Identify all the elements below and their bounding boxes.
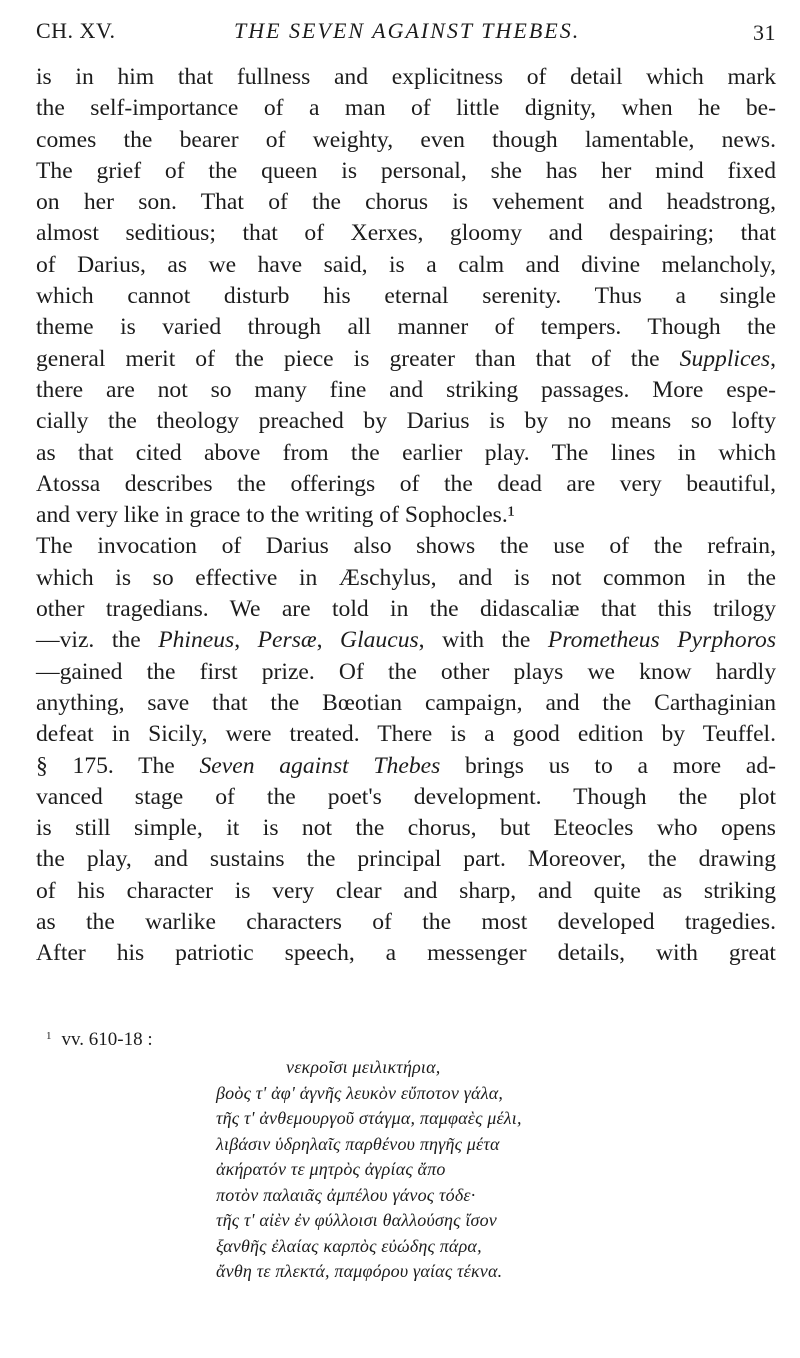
text-line: anything, save that the Bœotian campaign, and the Carthaginian [36, 689, 776, 716]
footnote [36, 1023, 776, 1285]
text-line: defeat in Sicily, were treated. There is a good edition by Teuffel. [36, 721, 776, 748]
text-line: —viz. the Phineus, Persæ, Glaucus, with the Prometheus Pyrphoros [36, 627, 776, 654]
text-line: Atossa describes the offerings of the dead are very beautiful, [36, 470, 776, 497]
text-line: theme is varied through all manner of tempers. Though the [36, 314, 776, 341]
greek-verse-line: τῆς τ' ἀνθεμουργοῦ στάγμα, παμφαὲς μέλι, [216, 1108, 522, 1128]
text-line: which is so effective in Æschylus, and is not common in the [36, 564, 776, 591]
greek-verse-line: βοὸς τ' ἀφ' ἁγνῆς λευκὸν εὔποτον γάλα, [216, 1082, 504, 1103]
text-line: comes the bearer of weighty, even though lamentable, news. [36, 126, 776, 153]
greek-verse-line: ποτὸν παλαιᾶς ἀμπέλου γάνος τόδε· [216, 1184, 476, 1205]
work-title: Seven against Thebes [199, 752, 441, 779]
text-line: vanced stage of the poet's development. Though the plot [36, 783, 776, 810]
running-head [36, 14, 776, 48]
work-title: Prometheus Pyrphoros [547, 627, 776, 654]
text-line: as that cited above from the earlier play. The lines in which [36, 439, 776, 466]
text-line: The invocation of Darius also shows the use of the refrain, [36, 533, 776, 560]
verse-reference: vv. 610-18 : [61, 1029, 153, 1050]
work-title: Supplices [679, 345, 771, 372]
greek-verse-line: ἄνθη τε πλεκτά, παμφόρου γαίας τέκνα. [216, 1261, 503, 1281]
body-text [36, 62, 776, 970]
text-line: there are not so many fine and striking passages. More espe- [36, 376, 776, 403]
greek-verse-line: νεκροῖσι μειλικτήρια, [286, 1057, 441, 1077]
footnote-marker: 1 [46, 1030, 52, 1042]
text-line: is still simple, it is not the chorus, but Eteocles who opens [36, 815, 776, 842]
text-line: of his character is very clear and sharp, and quite as striking [36, 877, 776, 904]
greek-quotation [36, 1055, 776, 1285]
text-line: which cannot disturb his eternal serenity. Thus a single [36, 283, 776, 310]
greek-verse-line: ξανθῆς ἐλαίας καρπὸς εὐώδης πάρα, [216, 1235, 482, 1256]
text-line: other tragedians. We are told in the didascaliæ that this trilogy [36, 596, 776, 623]
greek-verse-line: ἀκήρατόν τε μητρὸς ἀγρίας ἄπο [216, 1159, 446, 1179]
work-title: Persæ [257, 627, 317, 654]
text-line: cially the theology preached by Darius is by no means so lofty [36, 408, 776, 435]
greek-verse-line: λιβάσιν ὑδρηλαῖς παρθένου πηγῆς μέτα [216, 1133, 500, 1154]
text-line: as the warlike characters of the most developed tragedies. [36, 909, 776, 936]
page-number: 31 [753, 20, 776, 45]
text-line: on her son. That of the chorus is vehement and headstrong, [36, 189, 776, 216]
footnote-reference [36, 1023, 776, 1053]
work-title: Glaucus [340, 627, 419, 654]
chapter-label: CH. XV. [36, 18, 116, 43]
text-line: the self-importance of a man of little dignity, when he be- [36, 95, 776, 122]
text-line: § 175. The Seven against Thebes brings us to a more ad- [36, 752, 776, 779]
text-line: is in him that fullness and explicitness of detail which mark [36, 64, 776, 90]
text-line: The grief of the queen is personal, she has her mind fixed [36, 157, 776, 184]
text-line: and very like in grace to the writing of Sophocles.¹ [36, 502, 515, 529]
text-line: the play, and sustains the principal part. Moreover, the drawing [36, 846, 776, 873]
text-line: of Darius, as we have said, is a calm and divine melancholy, [36, 251, 776, 278]
text-line: general merit of the piece is greater than that of the Supplices, [36, 345, 776, 372]
text-line: —gained the first prize. Of the other plays we know hardly [36, 658, 776, 685]
text-line: After his patriotic speech, a messenger details, with great [36, 940, 776, 967]
work-title: Phineus [158, 627, 235, 654]
running-title: THE SEVEN AGAINST THEBES. [234, 18, 581, 43]
greek-verse-line: τῆς τ' αἰὲν ἐν φύλλοισι θαλλούσης ἴσον [216, 1210, 497, 1230]
text-line: almost seditious; that of Xerxes, gloomy and despairing; that [36, 220, 776, 247]
